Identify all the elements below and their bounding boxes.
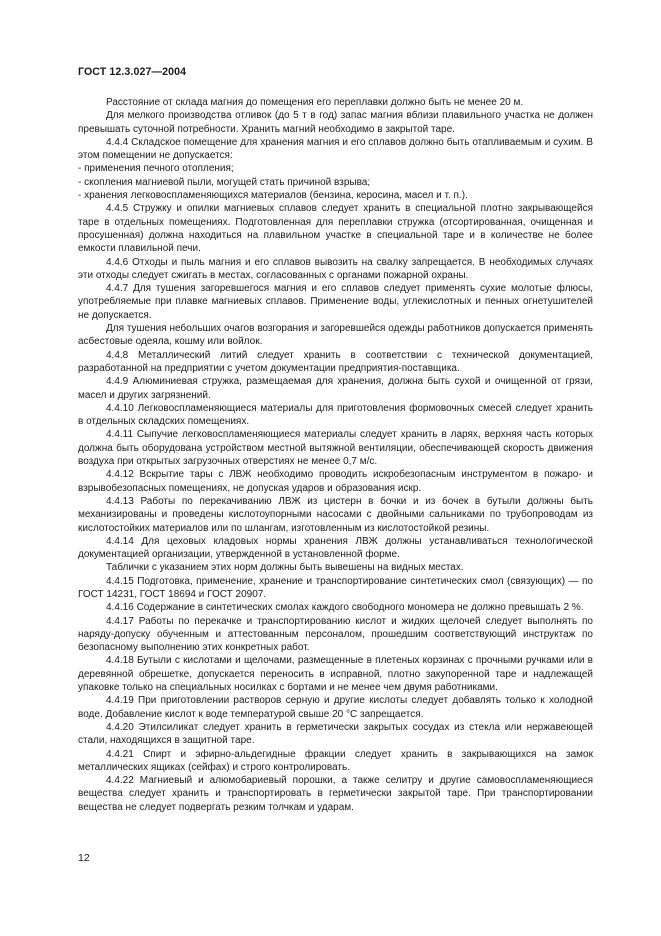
document-header: ГОСТ 12.3.027—2004 [78,66,187,78]
paragraph: 4.4.18 Бутыли с кислотами и щелочами, размещенные в плетеных корзинах с прочными ручками или в деревянной обрешетке, допускается переносить в исправной, плотно закупоренной таре и надлежащей упаковке только на специальных носилках с бортами и не менее чем двумя работниками. [78,655,593,694]
paragraph: 4.4.8 Металлический литий следует хранить в соответствии с технической документацией, разработанной на предприятии с учетом документации предприятия-поставщика. [78,349,593,374]
paragraph: 4.4.11 Сыпучие легковоспламеняющиеся материалы следует хранить в ларях, верхняя часть которых должна быть оборудована устройством местной вытяжной вентиляции, обеспечивающей скорость движения воздуха при открытых загрузочных отверстиях не менее 0,7 м/с. [78,429,593,468]
paragraph: Для мелкого производства отливок (до 5 т в год) запас магния вблизи плавильного участка не должен превышать суточной потребности. Хранить магний необходимо в закрытой таре. [78,110,593,135]
paragraph: 4.4.14 Для цеховых кладовых нормы хранения ЛВЖ должны устанавливаться технологической документацией организации, утвержденной в установленной форме. [78,535,593,561]
paragraph: 4.4.22 Магниевый и алюмобариевый порошки, а также селитру и другие самовоспламеняющиеся вещества следует хранить и транспортировать в герметически закрытой таре. При транспортировании вещества не следует подвергать резким толчкам и ударам. [78,775,593,813]
paragraph: 4.4.10 Легковоспламеняющиеся материалы для приготовления формовочных смесей следует хранить в отдельных складских помещениях. [78,402,593,428]
paragraph: 4.4.17 Работы по перекачке и транспортированию кислот и жидких щелочей следует выполнять по наряду-допуску обученным и аттестованным персоналом, прошедшим соответствующий инструктаж по безопасному выполнению этих конкретных работ. [78,615,593,654]
list-item: - применения печного отопления; [78,163,234,175]
paragraph: Расстояние от склада магния до помещения его переплавки должно быть не менее 20 м. [106,97,524,108]
paragraph: 4.4.9 Алюминиевая стружка, размещаемая для хранения, должна быть сухой и очищенной от грязи, масел и других загрязнений. [78,376,593,401]
paragraph: 4.4.13 Работы по перекачиванию ЛВЖ из цистерн в бочки и из бочек в бутыли должны быть механизированы и проведены кислотоупорными насосами с двойными сальниками по трубопроводам из кислотостойких материалов или по шлангам, изготовленным из кислотостойкой резины. [78,495,593,534]
paragraph: 4.4.19 При приготовлении растворов серную и другие кислоты следует добавлять только к холодной воде. Добавление кислот к воде температурой свыше 20 °С запрещается. [78,695,593,720]
paragraph: 4.4.5 Стружку и опилки магниевых сплавов следует хранить в специальной плотно закрывающейся таре в отдельных помещениях. Подготовленная для переплавки стружка (отсортированная, очищенная и просушенная) должна находиться на плавильном участке в специальной таре и в количестве не более емкости плавильной печи. [78,203,593,255]
list-item: - хранения легковоспламеняющихся материалов (бензина, керосина, масел и т. п.). [78,190,468,202]
document-body [78,96,593,814]
paragraph: Таблички с указанием этих норм должны быть вывешены на видных местах. [106,562,464,574]
paragraph: 4.4.4 Складское помещение для хранения магния и его сплавов должно быть отапливаемым и сухим. В этом помещении не допускается: [78,136,593,162]
paragraph: 4.4.16 Содержание в синтетических смолах каждого свободного мономера не должно превышать 2 %. [106,602,584,614]
paragraph: 4.4.7 Для тушения загоревшегося магния и его сплавов следует применять сухие молотые флюсы, употребляемые при плавке магниевых сплавов. Применение воды, углекислотных и пенных огнетушителей не допускается. [78,283,593,321]
paragraph: 4.4.12 Вскрытие тары с ЛВЖ необходимо проводить искробезопасным инструментом в пожаро- и взрывобезопасных помещениях, не допуская ударов и образования искр. [78,469,593,494]
paragraph: 4.4.6 Отходы и пыль магния и его сплавов вывозить на свалку запрещается. В необходимых случаях эти отходы следует сжигать в местах, согласованных с органами пожарной охраны. [78,256,593,281]
list-item: - скопления магниевой пыли, могущей стать причиной взрыва; [78,176,371,188]
paragraph: 4.4.21 Спирт и эфирно-альдегидные фракции следует хранить в закрывающихся на замок металлических ящиках (сейфах) и строго контролировать. [78,748,593,773]
page-number: 12 [78,852,90,864]
paragraph: Для тушения небольших очагов возгорания и загоревшейся одежды работников допускается применять асбестовые одеяла, кошму или войлок. [78,323,593,348]
paragraph: 4.4.15 Подготовка, применение, хранение и транспортирование синтетических смол (связующих) — по ГОСТ 14231, ГОСТ 18694 и ГОСТ 20907. [78,575,593,600]
paragraph: 4.4.20 Этилсиликат следует хранить в герметически закрытых сосудах из стекла или нержавеющей стали, находящихся в защитной таре. [78,721,593,747]
